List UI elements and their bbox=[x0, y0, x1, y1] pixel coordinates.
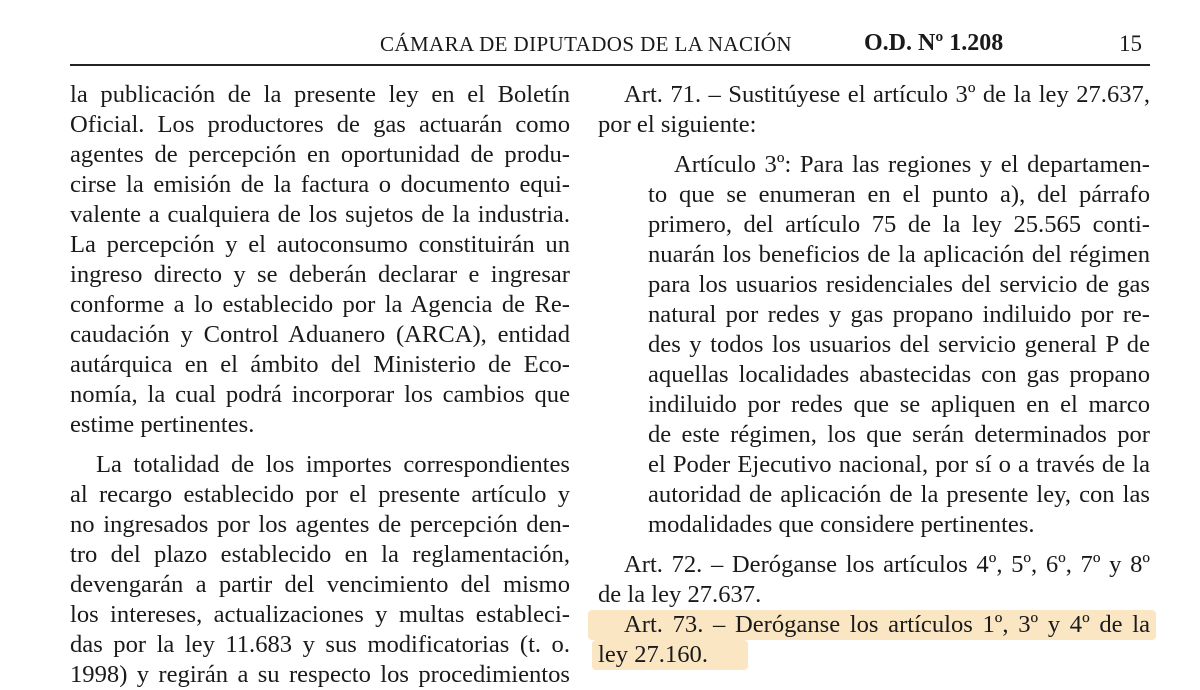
text-line: devengarán a partir del vencimiento del mismo bbox=[70, 571, 570, 598]
text-line: autoridad de aplicación de la presente ley, con las bbox=[648, 481, 1150, 508]
text-line: valente a cualquiera de los sujetos de la industria. bbox=[70, 201, 570, 228]
text-line: ingreso directo y se deberán declarar e ingresar bbox=[70, 261, 570, 288]
text-line: des y todos los usuarios del servicio general P de bbox=[648, 331, 1150, 358]
text-line: to que se enumeran en el punto a), del párrafo bbox=[648, 181, 1150, 208]
article-73 bbox=[598, 610, 1150, 670]
order-number: O.D. Nº 1.208 bbox=[864, 30, 1004, 56]
text-line: aquellas localidades abastecidas con gas propano bbox=[648, 361, 1150, 388]
chamber-title: CÁMARA DE DIPUTADOS DE LA NACIÓN bbox=[380, 32, 792, 56]
highlighted-text-line: ley 27.160. bbox=[592, 640, 748, 670]
article-71-quoted-text bbox=[648, 150, 1150, 540]
text-line: nomía, la cual podrá incorporar los cambios que bbox=[70, 381, 570, 408]
article-71 bbox=[598, 80, 1150, 140]
left-column bbox=[70, 80, 570, 690]
left-paragraph-1 bbox=[70, 80, 570, 440]
text-line: no ingresados por los agentes de percepción den- bbox=[70, 511, 570, 538]
text-line: conforme a lo establecido por la Agencia de Re- bbox=[70, 291, 570, 318]
text-line: estime pertinentes. bbox=[70, 411, 255, 438]
text-line: de la ley 27.637. bbox=[598, 581, 762, 608]
text-line: tro del plazo establecido en la reglamentación, bbox=[70, 541, 570, 568]
text-line: primero, del artículo 75 de la ley 25.565 conti- bbox=[648, 211, 1150, 238]
page-number: 15 bbox=[1119, 31, 1142, 56]
text-line: por el siguiente: bbox=[598, 111, 757, 138]
text-line: para los usuarios residenciales del servicio de gas bbox=[648, 271, 1150, 298]
text-line: Art. 72. – Deróganse los artículos 4º, 5º, 6º, 7º y 8º bbox=[624, 551, 1150, 578]
text-line: Art. 71. – Sustitúyese el artículo 3º de la ley 27.637, bbox=[624, 81, 1150, 108]
text-line: caudación y Control Aduanero (ARCA), entidad bbox=[70, 321, 570, 348]
text-line: el Poder Ejecutivo nacional, por sí o a través de la bbox=[648, 451, 1150, 478]
highlighted-text-line: Art. 73. – Deróganse los artículos 1º, 3º y 4º de la bbox=[588, 610, 1156, 640]
text-line: 1998) y regirán a su respecto los procedimientos bbox=[70, 661, 570, 688]
text-line: la publicación de la presente ley en el Boletín bbox=[70, 81, 570, 108]
text-line: modalidades que considere pertinentes. bbox=[648, 511, 1035, 538]
text-line: La percepción y el autoconsumo constituirán un bbox=[70, 231, 570, 258]
text-line: La totalidad de los importes correspondientes bbox=[96, 451, 570, 478]
text-line: autárquica en el ámbito del Ministerio de Eco- bbox=[70, 351, 570, 378]
right-column bbox=[598, 80, 1150, 670]
text-line: natural por redes y gas propano indiluido por re- bbox=[648, 301, 1150, 328]
text-line: los intereses, actualizaciones y multas estableci- bbox=[70, 601, 570, 628]
text-line: Artículo 3º: Para las regiones y el departamen- bbox=[674, 151, 1150, 178]
text-line: agentes de percepción en oportunidad de produ- bbox=[70, 141, 570, 168]
text-line: de este régimen, los que serán determinados por bbox=[648, 421, 1150, 448]
text-line: nuarán los beneficios de la aplicación del régimen bbox=[648, 241, 1150, 268]
text-line: al recargo establecido por el presente artículo y bbox=[70, 481, 570, 508]
left-paragraph-2 bbox=[70, 450, 570, 690]
text-line: cirse la emisión de la factura o documento equi- bbox=[70, 171, 570, 198]
text-line: das por la ley 11.683 y sus modificatorias (t. o. bbox=[70, 631, 570, 658]
article-72 bbox=[598, 550, 1150, 610]
text-line: indiluido por redes que se apliquen en el marco bbox=[648, 391, 1150, 418]
page-header bbox=[70, 30, 1150, 66]
text-line: Oficial. Los productores de gas actuarán como bbox=[70, 111, 570, 138]
